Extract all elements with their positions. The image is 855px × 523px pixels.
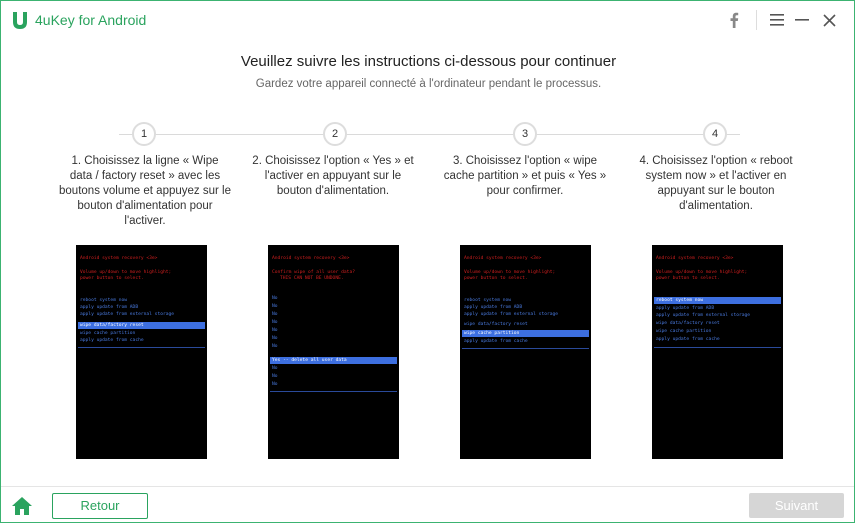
menu-item: No	[272, 336, 278, 341]
menu-item: apply update from cache	[80, 338, 144, 343]
step-number-3: 3	[513, 122, 537, 146]
menu-item: apply update from external storage	[656, 313, 751, 318]
step-connector	[535, 134, 715, 135]
page-title: Veuillez suivre les instructions ci-dessous pour continuer	[240, 53, 617, 70]
menu-divider	[462, 348, 589, 349]
menu-item: No	[272, 304, 278, 309]
menu-item: wipe data/factory reset	[464, 322, 528, 327]
menu-icon[interactable]	[766, 9, 788, 31]
phone-screen-step-2	[268, 245, 399, 459]
menu-item: No	[272, 296, 278, 301]
menu-item: No	[272, 366, 278, 371]
confirm-text: THIS CAN NOT BE UNDONE.	[280, 276, 344, 281]
phone-screen-step-3	[460, 245, 591, 459]
facebook-icon[interactable]	[723, 9, 745, 31]
step-number-2: 2	[323, 122, 347, 146]
step-number-1: 1	[132, 122, 156, 146]
recovery-hint: power button to select.	[656, 276, 720, 281]
step-number-4: 4	[703, 122, 727, 146]
menu-item: No	[272, 382, 278, 387]
minimize-icon[interactable]	[791, 9, 813, 31]
recovery-hint: Volume up/down to move highlight;	[656, 270, 748, 275]
home-icon[interactable]	[11, 495, 33, 517]
title-bar	[1, 1, 854, 39]
step-connector	[154, 134, 336, 135]
step-connector	[725, 134, 740, 135]
recovery-header: Android system recovery <3e>	[656, 256, 734, 261]
step-2-instruction: 2. Choisissez l'option « Yes » et l'activer en appuyant sur le bouton d'alimentation.	[252, 155, 414, 197]
next-button[interactable]: Suivant	[749, 493, 844, 518]
menu-item: wipe cache partition	[656, 329, 712, 334]
menu-item: apply update from ADB	[80, 305, 139, 310]
step-1-instruction: 1. Choisissez la ligne « Wipe data / factory reset » avec les boutons volume et appuyez sur le bouton d'alimentation pour l'activer.	[59, 155, 231, 227]
menu-item: No	[272, 374, 278, 379]
recovery-hint: power button to select.	[80, 276, 144, 281]
menu-item: apply update from ADB	[464, 305, 523, 310]
step-3-instruction: 3. Choisissez l'option « wipe cache partition » et puis « Yes » pour confirmer.	[443, 155, 607, 197]
footer-divider	[1, 486, 854, 487]
title-separator	[756, 10, 757, 30]
menu-item: apply update from external storage	[464, 312, 559, 317]
close-icon[interactable]	[818, 9, 840, 31]
menu-divider	[654, 347, 781, 348]
menu-item-highlighted: wipe cache partition	[462, 330, 589, 337]
menu-item: apply update from ADB	[656, 306, 715, 311]
app-logo-icon	[10, 10, 30, 30]
recovery-hint: power button to select.	[464, 276, 528, 281]
menu-item: No	[272, 320, 278, 325]
menu-divider	[270, 391, 397, 392]
menu-item-highlighted: reboot system now	[654, 297, 781, 304]
confirm-text: Confirm wipe of all user data?	[272, 270, 355, 275]
menu-item: reboot system now	[80, 298, 128, 303]
menu-item: apply update from cache	[656, 337, 720, 342]
menu-item: No	[272, 312, 278, 317]
menu-item: reboot system now	[464, 298, 512, 303]
menu-item-highlighted: wipe data/factory reset	[78, 322, 205, 329]
menu-item: No	[272, 344, 278, 349]
recovery-header: Android system recovery <3e>	[80, 256, 158, 261]
menu-item-highlighted: Yes -- delete all user data	[270, 357, 397, 364]
page-subtitle: Gardez votre appareil connecté à l'ordinateur pendant le processus.	[255, 78, 602, 90]
menu-item: No	[272, 328, 278, 333]
step-connector	[345, 134, 525, 135]
recovery-header: Android system recovery <3e>	[464, 256, 542, 261]
menu-item: wipe data/factory reset	[656, 321, 720, 326]
app-title: 4uKey for Android	[35, 12, 147, 28]
phone-screen-step-1	[76, 245, 207, 459]
menu-divider	[78, 347, 205, 348]
phone-screen-step-4	[652, 245, 783, 459]
recovery-hint: Volume up/down to move highlight;	[80, 270, 172, 275]
recovery-hint: Volume up/down to move highlight;	[464, 270, 556, 275]
menu-item: apply update from cache	[464, 339, 528, 344]
menu-item: wipe cache partition	[80, 331, 136, 336]
menu-item: apply update from external storage	[80, 312, 175, 317]
recovery-header: Android system recovery <3e>	[272, 256, 350, 261]
back-button[interactable]: Retour	[52, 493, 148, 519]
step-4-instruction: 4. Choisissez l'option « reboot system now » et l'activer en appuyant sur le bouton d'alimentation.	[639, 155, 793, 212]
